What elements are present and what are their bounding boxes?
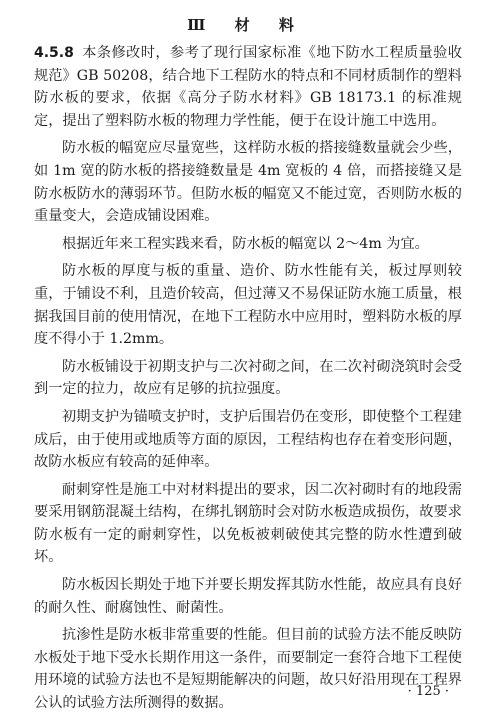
paragraph-width-range: 根据近年来工程实践来看，防水板的幅宽以 2～4m 为宜。: [62, 235, 429, 252]
paragraph-thickness: 防水板的厚度与板的重量、造价、防水性能有关，板过厚则较重，于铺设不利，且造价较高，但过薄又不易保证防水施工质量，根据我国目前的使用情况，在地下工程防水中应用时，塑料防水板的厚度不得小于 1.2mm。: [34, 263, 462, 348]
page-number: · 125 ·: [407, 684, 449, 699]
paragraph-tensile: 防水板铺设于初期支护与二次衬砌之间，在二次衬砌浇筑时会受到一定的拉力，故应有足够的抗拉强度。: [34, 358, 462, 398]
clause-text: 本条修改时，参考了现行国家标准《地下防水工程质量验收规范》GB 50208，结合地下工程防水的特点和不同材质制作的塑料防水板的要求，依据《高分子防水材料》GB 18173.1 的标准规定，提出了塑料防水板的物理力学性能，便于在设计施工中选用。: [34, 45, 462, 129]
clause-number: 4.5.8: [34, 45, 74, 61]
body-text: [34, 42, 462, 720]
paragraph-puncture: 耐刺穿性是施工中对材料提出的要求，因二次衬砌时有的地段需要采用钢筋混凝土结构，在绑扎钢筋时会对防水板造成损伤，故要求防水板有一定的耐刺穿性，以免板被刺破使其完整的防水性遭到破坏。: [34, 481, 462, 566]
section-heading: Ⅲ 材 料: [187, 16, 306, 34]
paragraph-width: 防水板的幅宽应尽量宽些，这样防水板的搭接缝数量就会少些，如 1m 宽的防水板的搭接缝数量是 4m 宽板的 4 倍，而搭接缝又是防水板防水的薄弱环节。但防水板的幅宽又不能过宽，否则防水板的重量变大，会造成铺设困难。: [34, 140, 462, 225]
paragraph-durability: 防水板因长期处于地下并要长期发挥其防水性能，故应具有良好的耐久性、耐腐蚀性、耐菌性。: [34, 577, 462, 616]
paragraph-elongation: 初期支护为锚喷支护时，支护后围岩仍在变形，即使整个工程建成后，由于使用或地质等方面的原因，工程结构也存在着变形问题，故防水板应有较高的延伸率。: [34, 408, 462, 471]
paragraph-impermeability: 抗渗性是防水板非常重要的性能。但目前的试验方法不能反映防水板处于地下受水长期作用这一条件，而要制定一套符合地下工程使用环境的试验方法也不是短期能解决的问题，故只好沿用现在工程界公认的试验方法所测得的数据。: [34, 627, 462, 712]
clause-paragraph: [34, 42, 462, 132]
